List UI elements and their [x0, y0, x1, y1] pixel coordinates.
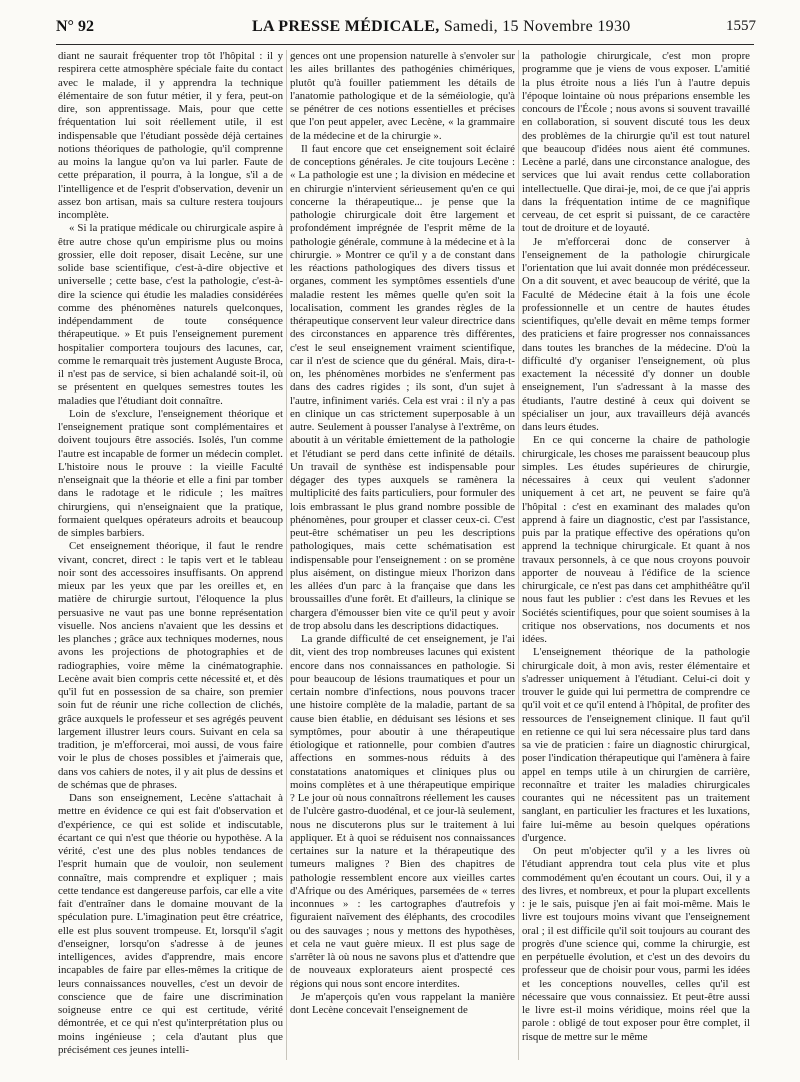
running-header: [56, 18, 756, 40]
paragraph: la pathologie chirurgicale, c'est mon propre programme que je viens de vous exposer. L'amitié la plus étroite nous a liés l'un à l'autre depuis l'époque lointaine où nous préparions ensemble les concours de l'École ; nous avons si souvent travaillé en collaboration, si souvent discuté tous les deux des problèmes de la chirurgie qu'il est tout naturel que beaucoup d'idées nous aient été communes. Lecène a parlé, dans une circonstance analogue, des services que lui avait rendus cette collaboration intellectuelle. Que dirai-je, moi, de ce que j'ai appris dans la fréquentation intime de ce magnifique cerveau, de cet esprit si puissant, de ce caractère tout de droiture et de loyauté.: [522, 50, 750, 235]
journal-name: LA PRESSE MÉDICALE,: [252, 18, 440, 35]
paragraph: La grande difficulté de cet enseignement, je l'ai dit, vient des trop nombreuses lacunes qui existent encore dans nos connaissances en pathologie. Si pour beaucoup de lésions traumatiques et pour un certain nombre d'infections, nous pouvons tracer une histoire complète de la maladie, partant de sa cause bien établie, en déduisant ses lésions et ses symptômes, pour aboutir à une thérapeutique étiologique et rationnelle, pour combien d'autres affections en sommes-nous réduits à des constatations anatomiques et cliniques plus ou moins complètes et à une thérapeutique empirique ? Le jour où nous connaîtrons réellement les causes de l'ulcère gastro-duodénal, et ce jour-là seulement, nous ne discuterons plus sur le traitement à lui appliquer. Et à quoi se réduisent nos connaissances certaines sur la nature et la thérapeutique des tumeurs malignes ? Bien des chapitres de pathologie ressemblent encore aux vieilles cartes d'Afrique ou des Amériques, parsemées de « terres inconnues » : les cartographes d'autrefois y figuraient naïvement des éléphants, des crocodiles ou des sauvages ; nous y mettons des hypothèses, et cela ne vaut guère mieux. Il est plus sage de s'arrêter là où nous ne savons plus et d'attendre que de nouveaux explorateurs aient prospecté ces régions qui nous sont encore interdites.: [290, 633, 515, 990]
paragraph: L'enseignement théorique de la pathologie chirurgicale doit, à mon avis, rester élémentaire et s'adresser uniquement à l'étudiant. Celui-ci doit y trouver le guide qui lui permettra de comprendre ce qu'il voit et ce qu'il entend à l'hôpital, de profiter des ressources de l'enseignement clinique. Il faut qu'il en retienne ce qui lui sera nécessaire plus tard dans sa vie de praticien : faire un diagnostic chirurgical, poser l'indication thérapeutique qui l'amènera à faire appel en temps utile à un chirurgien de carrière, reconnaître et traiter les maladies chirurgicales courantes qui ne nécessitent pas un traitement sanglant, en particulier les fractures et les luxations, faire lui-même au besoin quelques opérations d'urgence.: [522, 646, 750, 844]
text-column-1: [58, 50, 283, 1070]
page-number: 1557: [726, 18, 756, 34]
paragraph: Loin de s'exclure, l'enseignement théorique et l'enseignement pratique sont complémentaires et doivent toujours être associés. Isolés, l'un comme l'autre est incapable de former un médecin complet. L'histoire nous le prouve : la vieille Faculté n'enseignait que la théorie et elle a fini par tomber dans le radotage et le ridicule ; les maîtres chirurgiens, qui n'enseignaient que la pratique, formaient quelques opérateurs adroits et beaucoup de simples barbiers.: [58, 407, 283, 539]
column-divider: [286, 50, 287, 1060]
paragraph: On peut m'objecter qu'il y a les livres où l'étudiant apprendra tout cela plus vite et plus commodément qu'en écoutant un cours. Oui, il y a des livres, et nombreux, et pour la plupart excellents : je le sais, puisque j'en ai fait moi-même. Mais le livre est toujours moins vivant que l'enseignement oral ; il est difficile qu'il soit toujours au courant des progrès d'une science qui, comme la chirurgie, est en perpétuelle évolution, et c'est un des devoirs du professeur que de choisir pour vous, parmi les idées et les conceptions nouvelles, celles qu'il est nécessaire que vous connaissiez. Et peut-être aussi le livre est-il moins véridique, moins réel que la parole : obligé de tout exposer pour être complet, il risque de mettre sur le même: [522, 845, 750, 1043]
header-rule: [56, 44, 754, 45]
paragraph: diant ne saurait fréquenter trop tôt l'hôpital : il y respirera cette atmosphère spéciale faite du contact avec le malade, il y apprendra la technique élémentaire de son futur métier, il y fera, peut-on dire, son apprentissage. Mais, pour que cette fréquentation lui soit réellement utile, il est indispensable que l'étudiant possède déjà certaines notions théoriques de pathologie, qu'il comprenne au moins la langue qu'on va lui parler. Faute de cette préparation, il pourra, à la longue, s'il a de l'intelligence et de l'esprit d'observation, devenir un assez bon artisan, mais sa culture restera toujours incomplète.: [58, 50, 283, 221]
paragraph: gences ont une propension naturelle à s'envoler sur les ailes brillantes des pathogénies chimériques, plutôt qu'à fouiller patiemment les détails de l'anatomie pathologique et de la séméiologie, qu'à se pénétrer de ces notions essentielles et précises que l'on peut appeler, avec Lecène, « la grammaire de la médecine et de la chirurgie ».: [290, 50, 515, 142]
paragraph: Il faut encore que cet enseignement soit éclairé de conceptions générales. Je cite toujours Lecène : « La pathologie est une ; la division en médecine et en chirurgie n'intervient sérieusement qu'en ce qui concerne la thérapeutique... je pense que la pathologie chirurgicale doit être largement et profondément imprégnée de l'esprit même de la pathologie générale, commune à la médecine et à la chirurgie. » Montrer ce qu'il y a de constant dans les réactions pathologiques des divers tissus et organes, comment les symptômes essentiels d'une maladie restent les mêmes quelle qu'en soit la localisation, comment les grandes règles de la thérapeutique conservent leur valeur directrice dans des circonstances en apparence très différentes, c'est le seul enseignement vraiment scientifique, car il n'est de science que du général. Mais, dira-t-on, les phénomènes morbides ne s'enferment pas dans des cadres rigides ; ils sont, d'un sujet à l'autre, infiniment variés. Cela est vrai : il n'y a pas en clinique un cas strictement superposable à un autre. Seulement à pousser l'analyse à l'extrême, on aboutit à un véritable émiettement de la pathologie et l'étudiant se perd dans cette infinité de détails. Un travail de synthèse est indispensable pour dégager des types auxquels se ramènera la multiplicité des faits particuliers, pour formuler des lois embrassant le plus grand nombre possible de phénomènes, pour grouper et classer ceux-ci. C'est peut-être schématiser un peu les descriptions pathologiques, mais cette schématisation est indispensable pour l'enseignement : on se promène plus aisément, on distingue mieux l'horizon dans les allées d'un parc à la française que dans les broussailles d'une forêt. Et d'ailleurs, la clinique se chargera d'émousser bien vite ce qu'il peut y avoir de trop absolu dans les descriptions didactiques.: [290, 142, 515, 632]
paragraph: « Si la pratique médicale ou chirurgicale aspire à être autre chose qu'un empirisme plus ou moins grossier, elle doit reposer, disait Lecène, sur une solide base scientifique, c'est-à-dire objective et universelle ; cette base, c'est la pathologie, c'est-à-dire la science qui étudie les maladies considérées comme des phénomènes naturels quelconques, indépendamment de toute conséquence thérapeutique. » Et puis l'enseignement purement hospitalier comportera toujours des lacunes, car, comme le remarquait très justement Auguste Broca, il n'est pas de service, si bien achalandé soit-il, où se présentent en quelques semestres toutes les maladies que l'étudiant doit connaître.: [58, 222, 283, 407]
issue-number: N° 92: [56, 18, 94, 35]
column-divider: [518, 50, 519, 1060]
paragraph: En ce qui concerne la chaire de pathologie chirurgicale, les choses me paraissent beaucoup plus simples. Les études supérieures de chirurgie, nécessaires à ceux qui veulent s'adonner uniquement à cet art, ne peuvent se faire qu'à l'hôpital : c'est en examinant des malades qu'on apprend à faire un diagnostic, c'est par l'assistance, puis par la pratique effective des opérations qu'on apprend la technique chirurgicale. Et quant à nos travaux personnels, à ce que nous croyons pouvoir apporter de nouveau à l'édifice de la science chirurgicale, ce n'est pas dans cet amphithéâtre qu'il nous faut les publier : c'est dans les Revues et les Sociétés scientifiques, pour que soient soumises à la critique nos observations, nos documents et nos idées.: [522, 434, 750, 645]
text-column-3: [522, 50, 750, 1070]
text-column-2: [290, 50, 515, 1070]
paragraph: Dans son enseignement, Lecène s'attachait à mettre en évidence ce qui est fait d'observation et d'expérience, ce qui est solide et indiscutable, écartant ce qui n'est que théorie ou hypothèse. A la vérité, c'est une des plus nobles tendances de l'esprit humain que de vouloir, non seulement connaître, mais comprendre et expliquer ; mais cette tendance est dangereuse parfois, car elle a vite fait d'entraîner dans le domaine mouvant de la spéculation pure. L'imagination peut être créatrice, elle est plus souvent trompeuse. Et, lorsqu'il s'agit d'enseigner, lorsqu'on s'adresse à de jeunes intelligences, avides d'apprendre, mais encore incapables de faire par elles-mêmes la critique de leurs connaissances nouvelles, c'est un devoir de conscience que de faire une discrimination soigneuse entre ce qui est certitude, vérité démontrée, et ce qui n'est qu'interprétation plus ou moins ingénieuse ; cela d'autant plus que précisément ces jeunes intelli-: [58, 792, 283, 1056]
journal-title-line: [252, 18, 631, 36]
paragraph: Cet enseignement théorique, il faut le rendre vivant, concret, direct : le tapis vert et le tableau noir sont des accessoires insuffisants. On apprend mieux par les yeux que par les oreilles et, en matière de chirurgie surtout, l'éloquence la plus persuasive ne vaut pas une bonne représentation visuelle. Nos anciens n'avaient que les dessins et les planches ; grâce aux techniques modernes, nous avons les projections de photographies et de radiographies, voire même la cinématographie. Lecène avait bien compris cette nécessité et, et dès qu'il fut en possession de sa chaire, son premier soin fut de réunir une riche collection de clichés, grâce auxquels le professeur et ses agrégés peuvent largement illustrer leurs cours. Suivant en cela sa tradition, je m'efforcerai, moi aussi, de vous faire voir le plus de choses possibles et j'aimerais que, dans vos cahiers de notes, il y ait plus de dessins et de schémas que de phrases.: [58, 540, 283, 791]
issue-date: Samedi, 15 Novembre 1930: [439, 18, 631, 35]
paragraph: Je m'aperçois qu'en vous rappelant la manière dont Lecène concevait l'enseignement de: [290, 990, 515, 1016]
paragraph: Je m'efforcerai donc de conserver à l'enseignement de la pathologie chirurgicale l'orientation que lui avait donnée mon prédécesseur. On a dit souvent, et avec beaucoup de vérité, que la Faculté de Médecine était à la fois une école professionnelle et un centre de hautes études scientifiques, qu'elle devait en même temps former des praticiens et faire progresser nos connaissances dans toutes les branches de la médecine. D'où la difficulté d'y organiser l'enseignement, où plus exactement la nécessité d'y donner un double enseignement, l'un s'adressant à la masse des étudiants, l'autre destiné à ceux qui doivent se spécialiser un jour, aux travailleurs déjà avancés dans leurs études.: [522, 235, 750, 433]
